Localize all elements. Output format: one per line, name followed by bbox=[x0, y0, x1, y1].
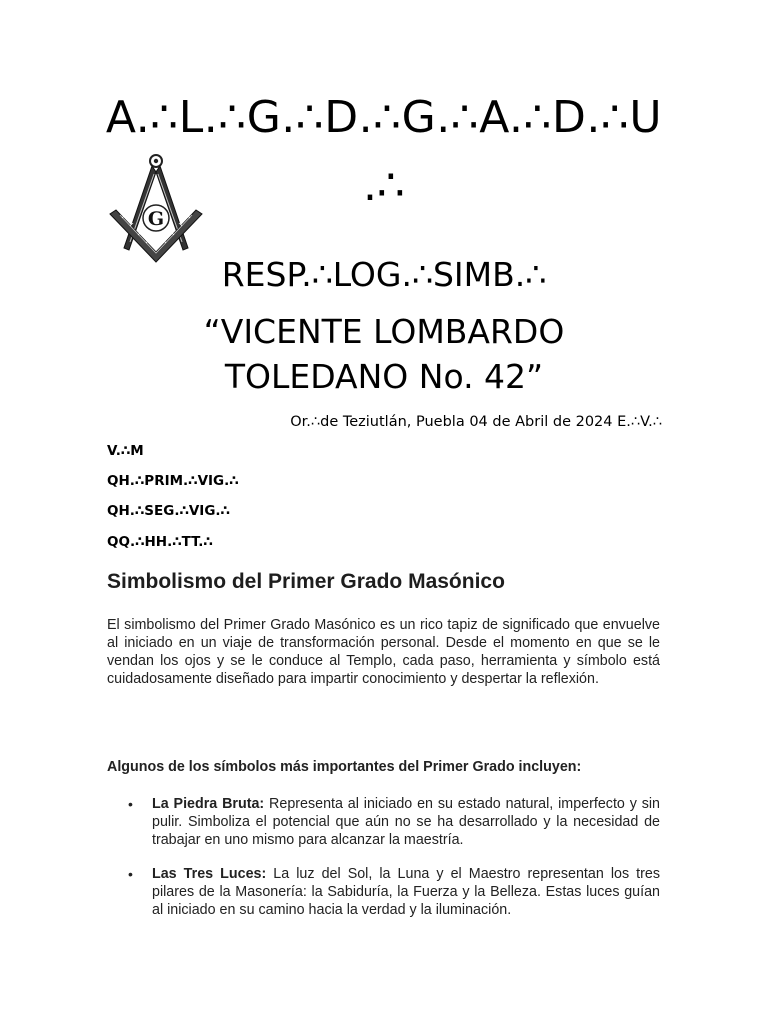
masonic-title-continuation: .∴ bbox=[363, 160, 405, 211]
salutation: QH.∴PRIM.∴VIG.∴ bbox=[107, 473, 239, 489]
masonic-title: A.∴L.∴G.∴D.∴G.∴A.∴D.∴U bbox=[105, 92, 663, 143]
bullet-icon: • bbox=[128, 796, 133, 812]
list-item bbox=[107, 795, 660, 849]
symbols-list bbox=[107, 795, 660, 935]
lodge-name-line2: TOLEDANO No. 42” bbox=[224, 357, 544, 396]
emblem-letter: G bbox=[147, 208, 165, 230]
salutation: QH.∴SEG.∴VIG.∴ bbox=[107, 503, 230, 519]
lodge-name-line1: “VICENTE LOMBARDO bbox=[203, 312, 565, 351]
bullet-icon: • bbox=[128, 866, 133, 882]
salutation: QQ.∴HH.∴TT.∴ bbox=[107, 534, 213, 550]
intro-paragraph: El simbolismo del Primer Grado Masónico es un rico tapiz de significado que envuelve al iniciado en un viaje de transformación personal. Desde el momento en que se le vendan los ojos y se le conduce al Templo, cada paso, herramienta y símbolo está cuidadosamente diseñado para impartir conocimiento y despertar la reflexión. bbox=[107, 617, 660, 687]
symbol-description: La luz del Sol, la Luna y el Maestro representan los tres pilares de la Masonería: la Sabiduría, la Fuerza y la Belleza. Estas luces guían al iniciado en su camino hacia la verdad y la iluminación. bbox=[152, 866, 660, 918]
symbol-term: Las Tres Luces: bbox=[152, 866, 267, 882]
salutation: V.∴M bbox=[107, 443, 144, 459]
symbol-term: La Piedra Bruta: bbox=[152, 796, 265, 812]
dateline: Or.∴de Teziutlán, Puebla 04 de Abril de 2024 E.∴V.∴ bbox=[290, 414, 662, 430]
symbol-description: Representa al iniciado en su estado natural, imperfecto y sin pulir. Simboliza el potencial que aún no se ha desarrollado y la necesidad de trabajar en uno mismo para alcanzar la maestría. bbox=[152, 796, 660, 848]
lodge-type: RESP.∴LOG.∴SIMB.∴ bbox=[221, 255, 547, 294]
section-heading: Simbolismo del Primer Grado Masónico bbox=[107, 570, 505, 593]
list-item bbox=[107, 865, 660, 919]
symbols-subheading: Algunos de los símbolos más importantes del Primer Grado incluyen: bbox=[107, 759, 582, 775]
